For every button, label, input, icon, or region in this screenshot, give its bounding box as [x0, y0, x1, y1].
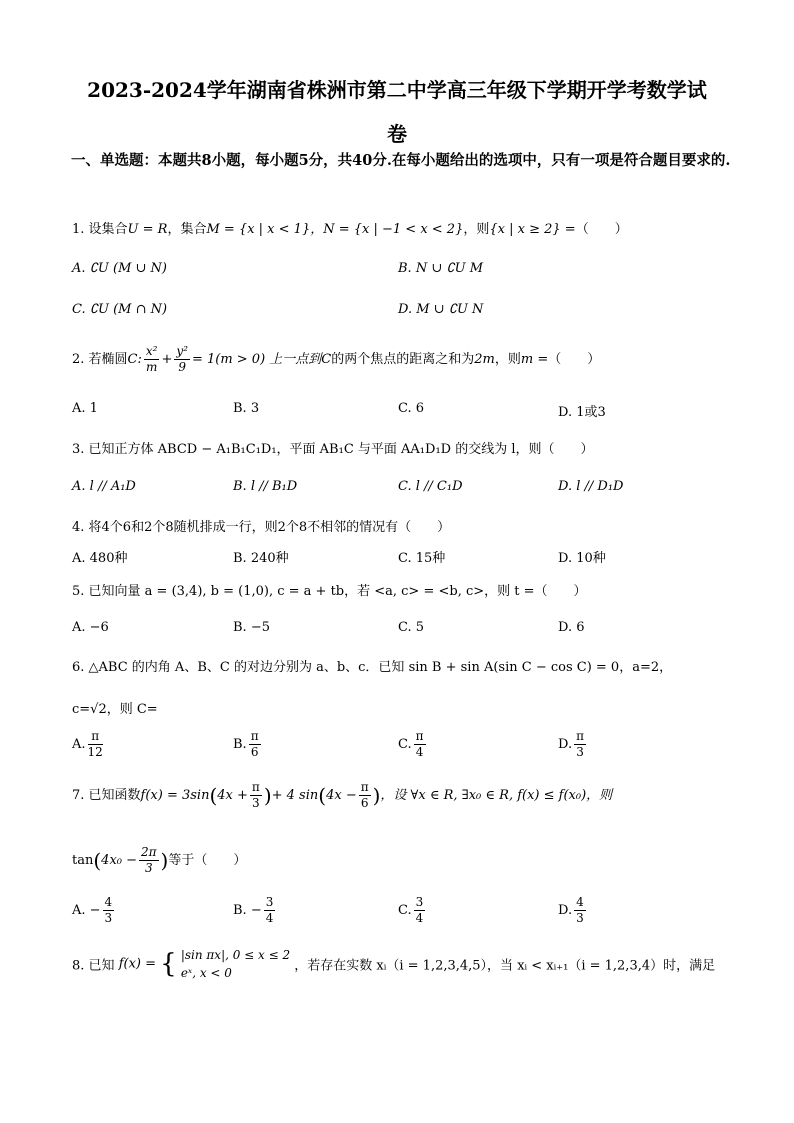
question-4-option-a: A. 480种: [72, 551, 128, 566]
question-7-option-b: B. − $\frac{3}{4}$: [233, 895, 274, 925]
question-6-option-c: C. $\frac{\pi}{4}$: [398, 729, 424, 759]
question-3-option-d: D. l // D₁D: [558, 479, 624, 494]
exam-title: [60, 68, 734, 156]
question-2-option-d: D. 1或3: [558, 405, 606, 420]
question-2-stem: 2. 若椭圆C: $\frac{\text{x²}}{m}$ + $\frac{\text{y²}}{9}$ = 1(m > 0) 上一点到C的两个焦点的距离之和为2m，则m =（ ）: [72, 344, 601, 374]
question-1-option-d: D. M ∪ ∁U N: [398, 302, 484, 317]
question-7-option-a: A. − $\frac{4}{3}$: [72, 895, 113, 925]
question-6-option-d: D. $\frac{\pi}{3}$: [558, 729, 584, 759]
question-1-option-b: B. N ∪ ∁U M: [398, 261, 484, 276]
question-2-option-a: A. 1: [72, 401, 98, 416]
fraction-y2-over-9: $\frac{\text{y²}}{9}$: [176, 344, 188, 374]
title-line-1: 2023-2024学年湖南省株洲市第二中学高三年级下学期开学考数学试: [87, 78, 707, 102]
question-7-stem-line-1: 7. 已知函数f(x) = 3sin(4x + $\frac{\pi}{3}$ )+ 4 sin(4x − $\frac{\pi}{6}$ )，设 ∀x ∈ R, ∃x₀ ∈ R, f(x) ≤ f(x₀)，则: [72, 780, 613, 810]
question-5-option-c: C. 5: [398, 620, 425, 635]
question-6-stem-line-1: 6. △ABC 的内角 A、B、C 的对边分别为 a、b、c．已知 sin B + sin A(sin C − cos C) = 0，a=2，: [72, 660, 673, 675]
question-2-option-c: C. 6: [398, 401, 425, 416]
question-5-option-b: B. −5: [233, 620, 270, 635]
question-4-option-c: C. 15种: [398, 551, 446, 566]
question-5-stem: 5. 已知向量 a = (3,4), b = (1,0), c = a + tb，若 <a, c> = <b, c>，则 t =（ ）: [72, 584, 587, 599]
question-8-stem: 8. 已知 f(x) = { |sin πx|, 0 ≤ x ≤ 2 eˣ, x < 0 ，若存在实数 xᵢ（i = 1,2,3,4,5），当 xᵢ < xᵢ₊₁（i = 1,2,3,4）时，满足: [72, 948, 716, 980]
question-1-option-a: A. ∁U (M ∪ N): [72, 261, 167, 276]
question-7-option-d: D. $\frac{4}{3}$: [558, 895, 584, 925]
question-3-option-c: C. l // C₁D: [398, 479, 463, 494]
question-1-option-c: C. ∁U (M ∩ N): [72, 302, 168, 317]
question-3-option-b: B. l // B₁D: [233, 479, 298, 494]
question-3-option-a: A. l // A₁D: [72, 479, 136, 494]
question-6-option-b: B. $\frac{\pi}{6}$: [233, 729, 259, 759]
section-header: 一、单选题：本题共8小题，每小题5分，共40分.在每小题给出的选项中，只有一项是符合题目要求的.: [71, 152, 731, 169]
question-6-option-a: A. $\frac{\pi}{12}$: [72, 729, 103, 759]
question-5-option-a: A. −6: [72, 620, 109, 635]
question-3-stem: 3. 已知正方体 ABCD − A₁B₁C₁D₁，平面 AB₁C 与平面 AA₁D₁D 的交线为 l，则（ ）: [72, 442, 594, 457]
title-line-2: 卷: [387, 122, 407, 146]
question-1-stem: 1. 设集合U = R，集合M = {x | x < 1}，N = {x | −1 < x < 2}，则{x | x ≥ 2} =（ ）: [72, 222, 628, 237]
question-4-option-b: B. 240种: [233, 551, 289, 566]
question-7-option-c: C. $\frac{3}{4}$: [398, 895, 424, 925]
fraction-x2-over-m: $\frac{\text{x²}}{m}$: [145, 344, 158, 374]
question-2-option-b: B. 3: [233, 401, 260, 416]
question-5-option-d: D. 6: [558, 620, 585, 635]
question-6-stem-line-2: c=√2，则 C=: [72, 702, 158, 717]
question-7-stem-line-2: tan(4x₀ − $\frac{2\pi}{3}$ )等于（ ）: [72, 845, 247, 875]
question-4-stem: 4. 将4个6和2个8随机排成一行，则2个8不相邻的情况有（ ）: [72, 520, 451, 535]
question-4-option-d: D. 10种: [558, 551, 606, 566]
